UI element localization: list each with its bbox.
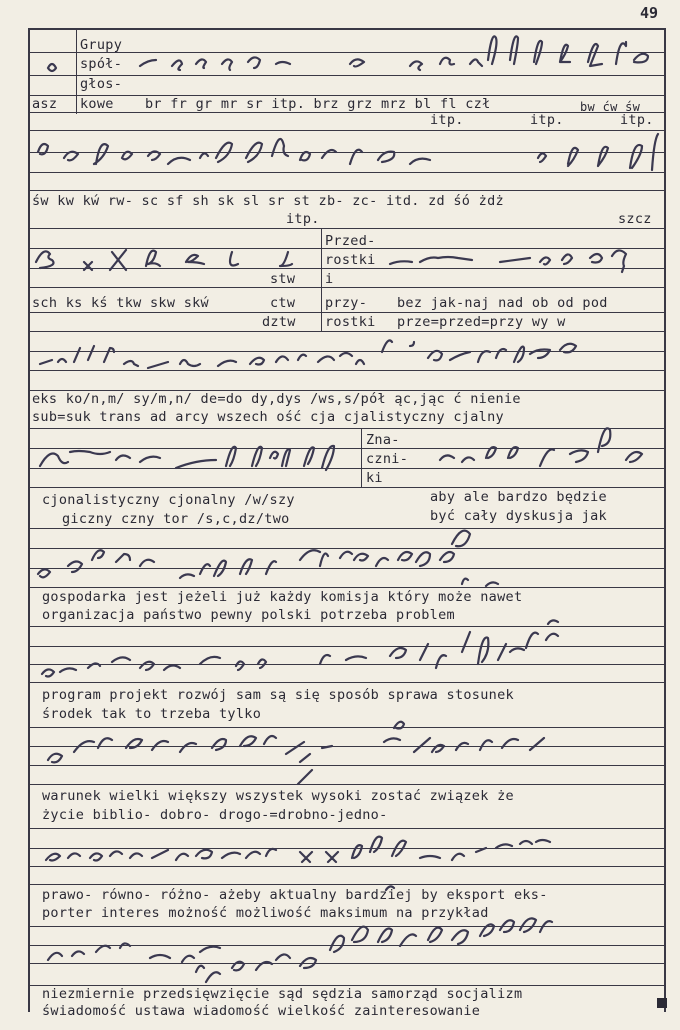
znaczniki-label-3: ki <box>366 470 383 486</box>
row9-line1: warunek wielki większy wszystek wysoki zostać związek że <box>42 788 514 804</box>
consonant-groups-row3: sch ks kś tkw skw skẃ <box>32 295 209 311</box>
suffixes-line2: sub=suk trans ad arcy wszech ość cja cjalistyczny cjalny <box>32 409 504 425</box>
row6-right-line1: aby ale bardzo będzie <box>430 489 607 505</box>
consonant-groups-row1: br fr gr mr sr itp. brz grz mrz bl fl czł <box>145 96 491 112</box>
grupy-label-4: kowe <box>80 96 114 112</box>
asz-label: asz <box>32 96 58 112</box>
row10-line2: porter interes możność możliwość maksimum na przykład <box>42 905 489 921</box>
ctw-label: ctw <box>270 295 296 311</box>
row2-szcz: szcz <box>618 211 652 227</box>
itp-c: itp. <box>620 112 654 128</box>
row8-line2: środek tak to trzeba tylko <box>42 706 262 722</box>
przedrostki-label-1: Przed- <box>325 233 376 249</box>
row11-line1: niezmiernie przedsięwzięcie sąd sędzia samorząd socjalizm <box>42 986 523 1002</box>
prefixes-line2: prze=przed=przy wy w <box>397 314 566 330</box>
row7-line1: gospodarka jest jeżeli już każdy komisja który może nawet <box>42 589 523 605</box>
znaczniki-label-1: Zna- <box>366 432 400 448</box>
grupy-label-2: spół- <box>80 56 123 72</box>
itp-b: itp. <box>530 112 564 128</box>
grupy-label-3: głos- <box>80 76 123 92</box>
row10-line1: prawo- równo- różno- ażeby aktualny bardziej by eksport eks- <box>42 887 548 903</box>
znaczniki-label-2: czni- <box>366 451 409 467</box>
stw-label: stw <box>270 271 296 287</box>
przedrostki-label-3: i <box>325 271 334 287</box>
przedrostki-label-2: rostki <box>325 252 376 268</box>
row6-left-line2: giczny czny tor /s,c,dz/two <box>62 511 290 527</box>
grupy-label-1: Grupy <box>80 37 123 53</box>
row2-itp: itp. <box>286 211 320 227</box>
row11-line2: świadomość ustawa wiadomość wielkość zainteresowanie <box>42 1003 481 1019</box>
consonant-groups-row2: św kw kẃ rw- sc sf sh sk sl sr st zb- zc- itd. zd śó żdż <box>32 193 504 209</box>
row8-line1: program projekt rozwój sam są się sposób sprawa stosunek <box>42 687 514 703</box>
itp-a: itp. <box>430 112 464 128</box>
prefixes-line1: bez jak-naj nad ob od pod <box>397 295 608 311</box>
page-number: 49 <box>640 4 659 22</box>
suffixes-line1: eks ko/n,m/ sy/m,n/ de=do dy,dys /ws,s/pół ąc,jąc ć nienie <box>32 391 521 407</box>
row6-left-line1: cjonalistyczny cjonalny /w/szy <box>42 492 295 508</box>
row9-line2: życie biblio- dobro- drogo-=drobno-jedno- <box>42 807 388 823</box>
dztw-label: dztw <box>262 314 296 330</box>
row6-right-line2: być cały dyskusja jak <box>430 508 607 524</box>
bw-cw-sw: bw ćw św <box>580 100 641 114</box>
rostki-label: rostki <box>325 314 376 330</box>
przy-label: przy- <box>325 295 368 311</box>
row7-line2: organizacja państwo pewny polski potrzeba problem <box>42 607 455 623</box>
